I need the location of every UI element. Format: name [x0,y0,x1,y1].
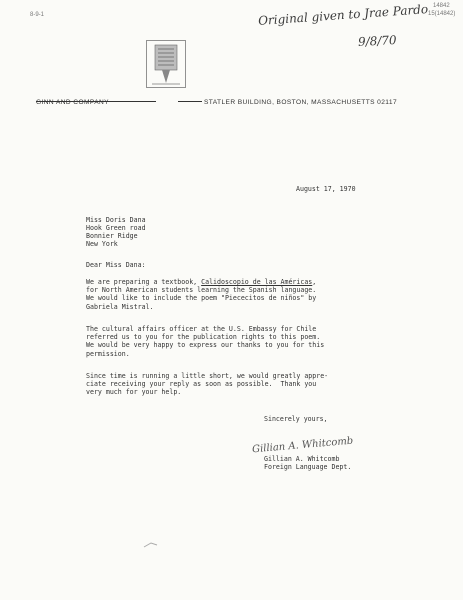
handwritten-date: 9/8/70 [357,32,397,50]
paragraph-1 [86,278,426,311]
paragraph-1-text: We are preparing a textbook, [86,278,202,286]
corner-mark: 8-9-1 [30,12,45,18]
signer-title: Foreign Language Dept. [264,463,352,471]
paragraph-1-text-cont: , for North American students learning the Spanish language. We would like to include the poem "Piececitos de niños" by Gabriela Mistral. [86,278,317,311]
closing: Sincerely yours, [264,415,328,423]
recipient-line: New York [86,240,118,248]
archive-number-secondary: 15(14842) [428,11,456,17]
pencil-mark [142,540,160,550]
archive-number: 14842 [433,3,450,9]
salutation: Dear Miss Dana: [86,261,146,269]
paragraph-3: Since time is running a little short, we would greatly appre- ciate receiving your reply as soon as possible. Thank you very much for your help. [86,372,329,397]
paragraph-2: The cultural affairs officer at the U.S. Embassy for Chile referred us to you for the publication rights to this poem. We would be very happy to express our thanks to you for this permission. [86,325,325,358]
company-name: GINN AND COMPANY [36,99,109,106]
recipient-line: Bonnier Ridge [86,232,138,240]
recipient-line: Hook Green road [86,224,146,232]
letterhead-rule-mid [178,101,202,102]
company-logo [146,40,186,88]
letter-date: August 17, 1970 [296,185,356,193]
company-address: STATLER BUILDING, BOSTON, MASSACHUSETTS 02117 [204,99,398,106]
signature: Gillian A. Whitcomb [251,435,354,456]
book-title: Calidoscopio de las Américas [201,278,313,286]
handwritten-note: Original given to Jrae Pardo [257,2,429,28]
signer-name: Gillian A. Whitcomb [264,455,340,463]
recipient-line: Miss Doris Dana [86,216,146,224]
